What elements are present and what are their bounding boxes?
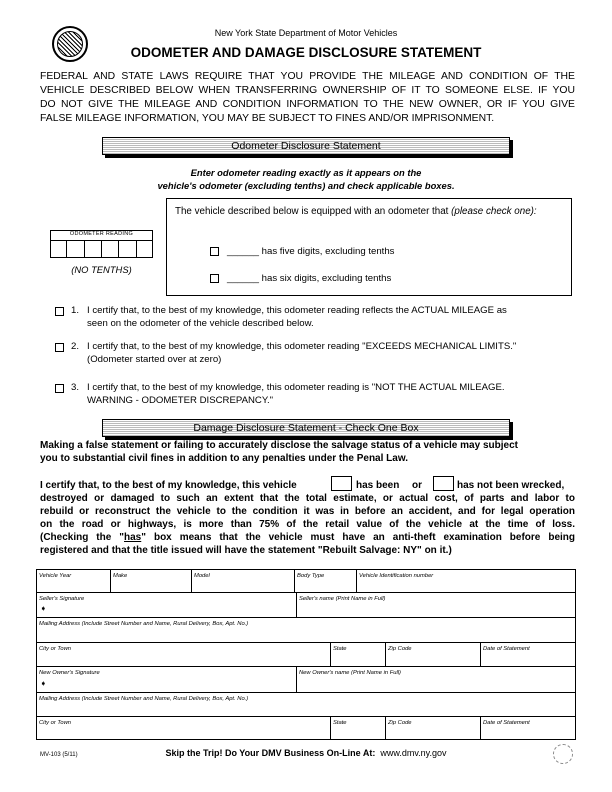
please-check-text: (please check one): bbox=[451, 206, 537, 217]
digit-cell[interactable] bbox=[102, 241, 119, 258]
new-owner-date-field[interactable]: Date of Statement bbox=[483, 720, 530, 726]
has-been-checkbox[interactable] bbox=[331, 476, 352, 491]
warning-line: FEDERAL AND STATE LAWS REQUIRE THAT YOU PROVIDE THE MILEAGE AND CONDITION OF THE bbox=[40, 71, 575, 82]
mailing-address-label: Mailing Address bbox=[39, 696, 81, 702]
digit-cell[interactable] bbox=[67, 241, 84, 258]
new-owner-mailing-address-field[interactable] bbox=[39, 696, 248, 702]
certification-2 bbox=[57, 341, 577, 366]
seller-mailing-address-field[interactable] bbox=[39, 621, 248, 627]
five-digits-label: ______ has five digits, excluding tenths bbox=[227, 246, 395, 257]
vin-field[interactable]: Vehicle Identification number bbox=[359, 573, 434, 579]
new-owner-signature-field[interactable]: New Owner's Signature bbox=[39, 670, 100, 676]
note-start: (Checking the " bbox=[40, 532, 125, 543]
seller-city-field[interactable]: City or Town bbox=[39, 646, 72, 652]
mailing-address-hint: (Include Street Number and Name, Rural Delivery, Box, Apt. No.) bbox=[81, 621, 249, 627]
odometer-instructions bbox=[0, 166, 612, 192]
vehicle-year-field[interactable]: Vehicle Year bbox=[39, 573, 72, 579]
six-digits-label: ______ has six digits, excluding tenths bbox=[227, 273, 392, 284]
odometer-type-text bbox=[175, 206, 561, 218]
certification-text: WARNING - ODOMETER DISCREPANCY." bbox=[87, 394, 274, 406]
transfer-form bbox=[36, 569, 576, 740]
certification-3 bbox=[57, 382, 577, 407]
new-owner-zip-field[interactable]: Zip Code bbox=[388, 720, 412, 726]
certification-text: I certify that, to the best of my knowledge, this odometer reading reflects the ACTUAL MILEAGE as bbox=[87, 305, 507, 316]
arrow-right-icon: ➧ bbox=[40, 604, 47, 613]
warning-line: FALSE MILEAGE INFORMATION, YOU MAY BE SUBJECT TO FINES AND/OR IMPRISONMENT. bbox=[40, 113, 495, 124]
legal-warning bbox=[40, 70, 575, 126]
footer-url[interactable]: www.dmv.ny.gov bbox=[380, 748, 447, 758]
or-label: or bbox=[412, 480, 422, 491]
new-owner-city-field[interactable]: City or Town bbox=[39, 720, 72, 726]
seller-name-field[interactable] bbox=[299, 596, 386, 602]
six-digits-checkbox[interactable] bbox=[210, 274, 219, 283]
damage-banner-title: Damage Disclosure Statement - Check One Box bbox=[193, 422, 419, 434]
certification-1 bbox=[57, 305, 577, 330]
damage-warning-line: Making a false statement or failing to accurately disclose the salvage status of a vehicle may subject bbox=[40, 440, 518, 451]
certification-text: I certify that, to the best of my knowledge, this odometer reading "EXCEEDS MECHANICAL LIMITS." bbox=[87, 341, 517, 352]
damage-warning-line: you to substantial civil fines in addition to any penalties under the Penal Law. bbox=[40, 453, 409, 464]
mailing-address-label: Mailing Address bbox=[39, 621, 81, 627]
damage-body bbox=[40, 492, 575, 557]
certification-text: seen on the odometer of the vehicle described below. bbox=[87, 317, 314, 329]
five-digits-checkbox[interactable] bbox=[210, 247, 219, 256]
damage-note-line bbox=[40, 531, 575, 544]
body-type-field[interactable]: Body Type bbox=[297, 573, 325, 579]
damage-warning bbox=[40, 439, 575, 465]
digit-cell[interactable] bbox=[137, 241, 153, 258]
form-title: ODOMETER AND DAMAGE DISCLOSURE STATEMENT bbox=[130, 45, 482, 60]
footer-message: Skip the Trip! Do Your DMV Business On-Line At: bbox=[165, 748, 376, 758]
make-field[interactable]: Make bbox=[113, 573, 128, 579]
certification-number: 2. bbox=[71, 341, 80, 352]
note-has: has bbox=[124, 532, 142, 543]
print-name-hint: (Print Name in Full) bbox=[351, 670, 401, 676]
has-been-label: has been bbox=[356, 480, 400, 491]
new-owner-name-field[interactable] bbox=[299, 670, 401, 676]
has-not-been-checkbox[interactable] bbox=[433, 476, 454, 491]
new-owner-state-field[interactable]: State bbox=[333, 720, 347, 726]
seller-state-field[interactable]: State bbox=[333, 646, 347, 652]
damage-certify-start: I certify that, to the best of my knowledge, this vehicle bbox=[40, 480, 297, 491]
note-end: " box means that the vehicle must have an anti-theft examination before being bbox=[141, 532, 575, 543]
mailing-address-hint: (Include Street Number and Name, Rural Delivery, Box, Apt. No.) bbox=[81, 696, 249, 702]
seller-date-field[interactable]: Date of Statement bbox=[483, 646, 530, 652]
digit-cell[interactable] bbox=[119, 241, 136, 258]
damage-body-line: rebuild or reconstruct the vehicle to the condition it was in before an accident, and for legal operation bbox=[40, 506, 575, 517]
instruction-line: Enter odometer reading exactly as it appears on the bbox=[190, 167, 422, 178]
no-tenths-label: (NO TENTHS) bbox=[71, 264, 132, 275]
footer-text bbox=[0, 748, 612, 758]
agency-name: New York State Department of Motor Vehicles bbox=[214, 28, 398, 38]
certification-number: 1. bbox=[71, 305, 80, 316]
odometer-reading-cells[interactable] bbox=[50, 240, 153, 258]
seller-signature-field[interactable]: Seller's Signature bbox=[39, 596, 85, 602]
damage-body-line: destroyed or damaged to such an extent that the total estimate, or actual cost, of parts and labor to bbox=[40, 493, 575, 504]
digit-cell[interactable] bbox=[85, 241, 102, 258]
seller-zip-field[interactable]: Zip Code bbox=[388, 646, 412, 652]
damage-note-line: registered and that the title issued will have the statement "Rebuilt Salvage: NY" on it.) bbox=[40, 545, 452, 556]
odometer-reading-label: ODOMETER READING bbox=[69, 231, 134, 237]
seller-name-label: Seller's name bbox=[299, 596, 334, 602]
form-code: MV-103 (5/11) bbox=[40, 752, 78, 758]
warning-line: DO NOT GIVE THE MILEAGE AND CONDITION INFORMATION TO THE NEW OWNER, OR IF YOU GIVE bbox=[40, 99, 575, 110]
print-name-hint: (Print Name in Full) bbox=[335, 596, 386, 602]
equipped-text: The vehicle described below is equipped with an odometer that bbox=[175, 206, 449, 217]
model-field[interactable]: Model bbox=[194, 573, 210, 579]
certification-text: I certify that, to the best of my knowledge, this odometer reading is "NOT THE ACTUAL MILEAGE. bbox=[87, 382, 505, 393]
digit-cell[interactable] bbox=[50, 241, 67, 258]
certification-number: 3. bbox=[71, 382, 80, 393]
has-not-been-label: has not been wrecked, bbox=[457, 480, 565, 491]
warning-line: VEHICLE DESCRIBED BELOW WHEN TRANSFERRING OWNERSHIP OF IT TO SOMEONE ELSE. IF YOU bbox=[40, 85, 575, 96]
new-owner-name-label: New Owner's name bbox=[299, 670, 350, 676]
odometer-banner-title: Odometer Disclosure Statement bbox=[231, 140, 381, 152]
arrow-right-icon: ➧ bbox=[40, 679, 47, 688]
instruction-line: vehicle's odometer (excluding tenths) and check applicable boxes. bbox=[157, 180, 455, 191]
recycle-icon bbox=[553, 744, 573, 764]
certification-text: (Odometer started over at zero) bbox=[87, 353, 222, 365]
damage-body-line: on the road or highways, is more than 75% of the retail value of the vehicle at the time of loss. bbox=[40, 519, 575, 530]
